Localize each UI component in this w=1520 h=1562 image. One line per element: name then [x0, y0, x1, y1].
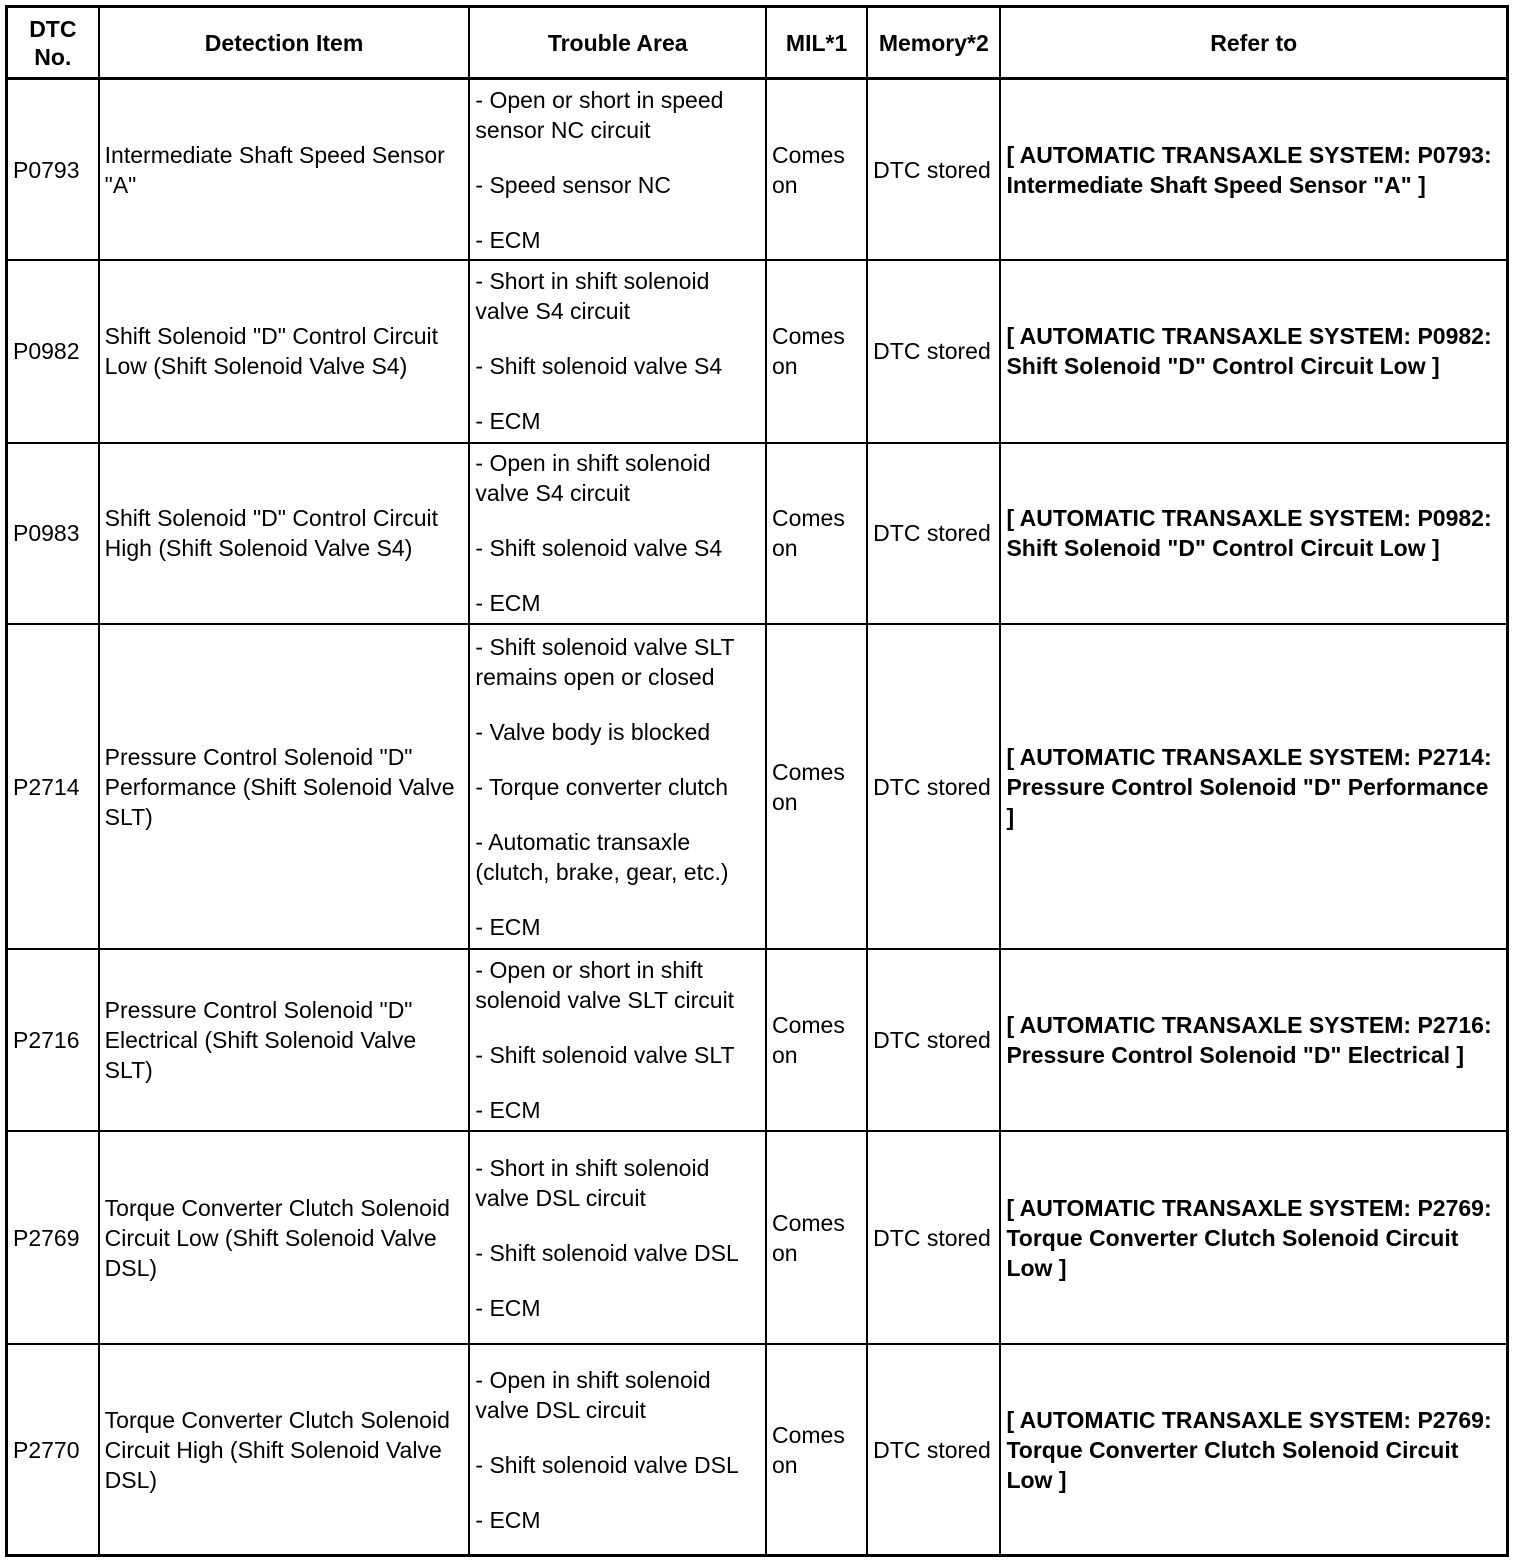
dtc-code: P2769 — [7, 1131, 99, 1344]
trouble-area-item: - ECM — [475, 226, 541, 253]
trouble-area-item: - Shift solenoid valve DSL — [475, 1239, 739, 1266]
refer-to-link[interactable]: [ AUTOMATIC TRANSAXLE SYSTEM: P2769: Torque Converter Clutch Solenoid Circuit Low ] — [1000, 1344, 1507, 1555]
trouble-area-item: - Open in shift solenoid valve DSL circuit — [475, 1366, 711, 1423]
table-row — [7, 949, 1508, 1132]
trouble-area-item: - Torque converter clutch — [475, 773, 729, 800]
refer-to-link[interactable]: [ AUTOMATIC TRANSAXLE SYSTEM: P2769: Torque Converter Clutch Solenoid Circuit Low ] — [1000, 1131, 1507, 1344]
memory-status: DTC stored — [867, 949, 1000, 1132]
memory-status: DTC stored — [867, 1344, 1000, 1555]
memory-status: DTC stored — [867, 443, 1000, 625]
dtc-table — [5, 5, 1509, 1557]
trouble-area-item: - Open or short in speed sensor NC circuit — [475, 86, 724, 143]
trouble-area-item: - ECM — [475, 1294, 541, 1321]
refer-to-link[interactable]: [ AUTOMATIC TRANSAXLE SYSTEM: P0982: Shift Solenoid "D" Control Circuit Low ] — [1000, 443, 1507, 625]
memory-status: DTC stored — [867, 624, 1000, 949]
header-row — [7, 7, 1508, 79]
trouble-area — [469, 260, 766, 443]
mil-status: Comes on — [766, 1131, 867, 1344]
trouble-area-item: - Speed sensor NC — [475, 171, 671, 198]
mil-status: Comes on — [766, 1344, 867, 1555]
memory-status: DTC stored — [867, 79, 1000, 261]
detection-item: Shift Solenoid "D" Control Circuit High (Shift Solenoid Valve S4) — [99, 443, 470, 625]
detection-item: Torque Converter Clutch Solenoid Circuit High (Shift Solenoid Valve DSL) — [99, 1344, 470, 1555]
refer-to-link[interactable]: [ AUTOMATIC TRANSAXLE SYSTEM: P2714: Pressure Control Solenoid "D" Performance ] — [1000, 624, 1507, 949]
trouble-area — [469, 1344, 766, 1555]
detection-item: Torque Converter Clutch Solenoid Circuit Low (Shift Solenoid Valve DSL) — [99, 1131, 470, 1344]
refer-to-link[interactable]: [ AUTOMATIC TRANSAXLE SYSTEM: P2716: Pressure Control Solenoid "D" Electrical ] — [1000, 949, 1507, 1132]
mil-status: Comes on — [766, 443, 867, 625]
detection-item: Pressure Control Solenoid "D" Electrical (Shift Solenoid Valve SLT) — [99, 949, 470, 1132]
dtc-code: P0983 — [7, 443, 99, 625]
trouble-area-item: - Shift solenoid valve S4 — [475, 353, 723, 380]
header-refer-to: Refer to — [1000, 7, 1507, 79]
trouble-area — [469, 1131, 766, 1344]
mil-status: Comes on — [766, 624, 867, 949]
trouble-area — [469, 79, 766, 261]
trouble-area-item: - Open or short in shift solenoid valve SLT circuit — [475, 957, 735, 1014]
trouble-area-item: - Open in shift solenoid valve S4 circuit — [475, 450, 711, 507]
header-memory: Memory*2 — [867, 7, 1000, 79]
trouble-area-item: - ECM — [475, 408, 541, 435]
dtc-code: P0982 — [7, 260, 99, 443]
memory-status: DTC stored — [867, 1131, 1000, 1344]
dtc-code: P2770 — [7, 1344, 99, 1555]
table-row — [7, 260, 1508, 443]
mil-status: Comes on — [766, 949, 867, 1132]
table-row — [7, 1131, 1508, 1344]
detection-item: Intermediate Shaft Speed Sensor "A" — [99, 79, 470, 261]
detection-item: Pressure Control Solenoid "D" Performance (Shift Solenoid Valve SLT) — [99, 624, 470, 949]
trouble-area-item: - Short in shift solenoid valve S4 circuit — [475, 268, 710, 325]
trouble-area — [469, 624, 766, 949]
table-row — [7, 624, 1508, 949]
trouble-area-item: - Shift solenoid valve DSL — [475, 1451, 739, 1478]
trouble-area-item: - Valve body is blocked — [475, 718, 711, 745]
refer-to-link[interactable]: [ AUTOMATIC TRANSAXLE SYSTEM: P0982: Shift Solenoid "D" Control Circuit Low ] — [1000, 260, 1507, 443]
dtc-code: P0793 — [7, 79, 99, 261]
detection-item: Shift Solenoid "D" Control Circuit Low (Shift Solenoid Valve S4) — [99, 260, 470, 443]
trouble-area-item: - Shift solenoid valve SLT — [475, 1042, 735, 1069]
table-row — [7, 443, 1508, 625]
memory-status: DTC stored — [867, 260, 1000, 443]
trouble-area — [469, 949, 766, 1132]
trouble-area-item: - ECM — [475, 913, 541, 940]
table-row — [7, 79, 1508, 261]
trouble-area-item: - Shift solenoid valve SLT remains open or closed — [475, 633, 735, 690]
trouble-area-item: - ECM — [475, 590, 541, 617]
trouble-area — [469, 443, 766, 625]
trouble-area-item: - Short in shift solenoid valve DSL circuit — [475, 1154, 710, 1211]
header-dtc-no: DTC No. — [7, 7, 99, 79]
trouble-area-item: - Shift solenoid valve S4 — [475, 535, 723, 562]
trouble-area-item: - Automatic transaxle (clutch, brake, gear, etc.) — [475, 828, 729, 885]
trouble-area-item: - ECM — [475, 1506, 541, 1533]
header-mil: MIL*1 — [766, 7, 867, 79]
header-trouble-area: Trouble Area — [469, 7, 766, 79]
header-detection-item: Detection Item — [99, 7, 470, 79]
mil-status: Comes on — [766, 79, 867, 261]
mil-status: Comes on — [766, 260, 867, 443]
trouble-area-item: - ECM — [475, 1097, 541, 1124]
table-row — [7, 1344, 1508, 1555]
dtc-code: P2716 — [7, 949, 99, 1132]
refer-to-link[interactable]: [ AUTOMATIC TRANSAXLE SYSTEM: P0793: Intermediate Shaft Speed Sensor "A" ] — [1000, 79, 1507, 261]
dtc-code: P2714 — [7, 624, 99, 949]
